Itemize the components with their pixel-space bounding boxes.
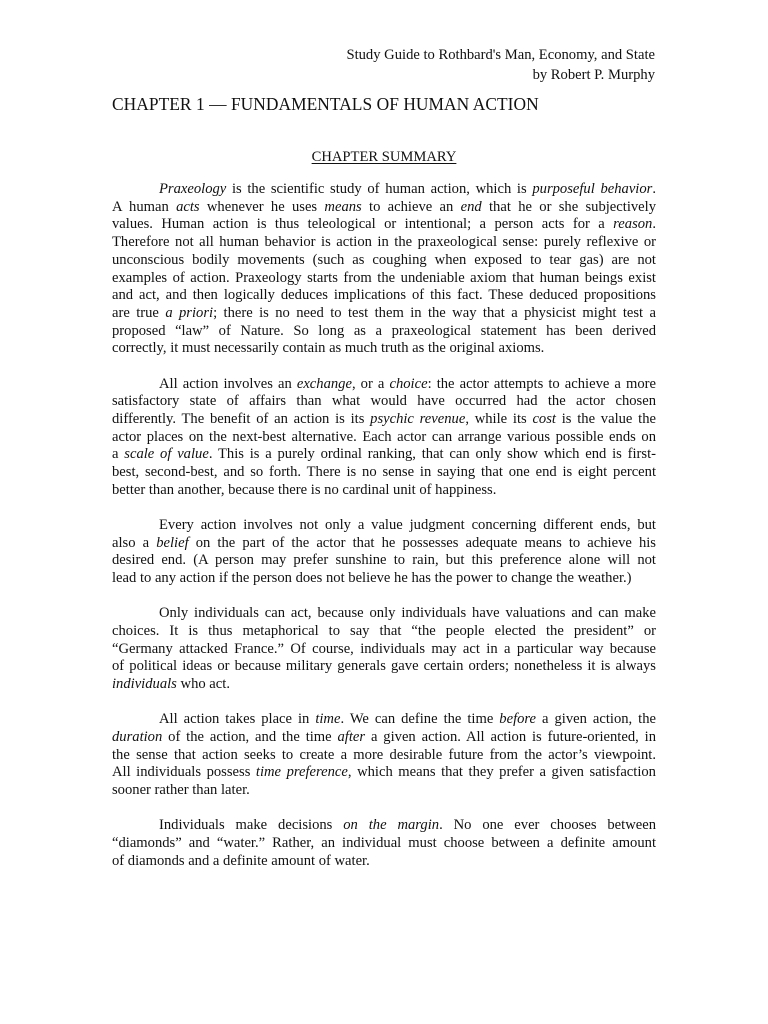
text-run: Therefore not all human behavior is action in the praxeological sense: purely reflexive or [112, 234, 656, 251]
text-run: of diamonds and a definite amount of water. [112, 852, 370, 869]
italic-term: psychic revenue [370, 410, 466, 427]
italic-term: after [337, 728, 366, 745]
text-run: examples of action. Praxeology starts from the undeniable axiom that human beings exist [112, 269, 656, 286]
chapter-title: CHAPTER 1 — FUNDAMENTALS OF HUMAN ACTION [112, 94, 539, 114]
italic-term: before [499, 711, 537, 728]
paragraph-line [112, 605, 656, 623]
paragraph-line [112, 393, 656, 411]
summary-paragraph [112, 181, 656, 358]
paragraph-line [112, 270, 656, 288]
paragraph-line [112, 676, 656, 694]
text-run: of political ideas or because military generals gave certain orders; nonetheless it is always [112, 658, 656, 675]
text-run: and act, and then logically deduces implications of this fact. These deduced propositions [112, 287, 656, 304]
text-run: a [112, 446, 125, 463]
text-run: . [652, 216, 656, 233]
paragraph-line [112, 199, 656, 217]
text-run: values. Human action is thus teleological or intentional; a person acts for a [112, 216, 614, 233]
text-run: ; there is no need to test them in the way that a physicist might test a [213, 304, 656, 321]
italic-term: means [324, 198, 362, 215]
paragraph-line [112, 623, 656, 641]
paragraph-line [112, 446, 656, 464]
summary-paragraph [112, 517, 656, 588]
text-run: A human [112, 198, 177, 215]
text-run: sooner rather than later. [112, 782, 250, 799]
text-run: is the value the [555, 410, 656, 427]
summary-paragraph [112, 605, 656, 694]
paragraph-line [112, 658, 656, 676]
italic-term: time [315, 711, 341, 728]
text-run: who act. [176, 676, 230, 693]
text-run: “diamonds” and “water.” Rather, an individual must choose between a definite amount [112, 835, 656, 851]
text-run: lead to any action if the person does not believe he has the power to change the weather.) [112, 570, 632, 587]
summary-paragraph [112, 711, 656, 800]
paragraph-line [112, 411, 656, 429]
text-run: that he or she subjectively [481, 198, 657, 215]
text-run: desired end. (A person may prefer sunshine to rain, but this preference alone will not [112, 552, 656, 569]
text-run: Only individuals can act, because only individuals have valuations and can make [159, 605, 656, 622]
paragraph-line [112, 340, 656, 358]
paragraph-line [112, 429, 656, 447]
text-run: Every action involves not only a value judgment concerning different ends, but [159, 516, 656, 533]
running-header-title: Study Guide to Rothbard's Man, Economy, and State [346, 47, 655, 63]
text-run: choices. It is thus metaphorical to say that “the people elected the president” or [112, 622, 656, 639]
running-header [346, 46, 655, 85]
section-heading [112, 148, 656, 167]
italic-term: reason [613, 216, 653, 233]
paragraph-line [112, 835, 656, 853]
italic-term: duration [112, 728, 163, 745]
paragraph-line [112, 252, 656, 270]
italic-term: individuals [112, 676, 177, 693]
italic-term: exchange [296, 375, 352, 392]
text-run: whenever he uses [199, 198, 325, 215]
italic-term: acts [176, 198, 200, 215]
text-run: a given action, the [536, 711, 656, 728]
summary-paragraph [112, 376, 656, 500]
italic-term: a priori [165, 304, 214, 321]
text-run: on the part of the actor that he possesses adequate means to achieve his [188, 534, 656, 551]
text-run: . No one ever chooses between [439, 817, 657, 834]
text-run: is the scientific study of human action, which is [226, 181, 533, 197]
paragraph-line [112, 747, 656, 765]
italic-term: time preference [255, 764, 348, 781]
text-run: satisfactory state of affairs than what would have occurred had the actor chosen [112, 393, 656, 410]
italic-term: cost [532, 410, 556, 427]
text-run: unconscious bodily movements (such as coughing when exposed to tear gas) are not [112, 251, 656, 268]
paragraph-line [112, 305, 656, 323]
text-run: Individuals make decisions [159, 817, 344, 834]
section-heading-text: CHAPTER SUMMARY [311, 149, 457, 165]
paragraph-line [112, 641, 656, 659]
text-run: All individuals possess [112, 764, 256, 781]
summary-body [112, 181, 656, 888]
paragraph-line [112, 535, 656, 553]
paragraph-line [112, 216, 656, 234]
text-run: of the action, and the time [162, 728, 338, 745]
italic-term: scale of value [124, 446, 209, 463]
italic-term: end [460, 198, 482, 215]
running-header-author: by Robert P. Murphy [532, 66, 655, 83]
text-run: better than another, because there is no cardinal unit of happiness. [112, 481, 497, 498]
paragraph-line [112, 517, 656, 535]
text-run: are true [112, 304, 166, 321]
text-run: best, second-best, and so forth. There is no sense in saying that one end is eight percent [112, 464, 656, 481]
paragraph-line [112, 234, 656, 252]
paragraph-line [112, 464, 656, 482]
text-run: actor places on the next-best alternative. Each actor can arrange various possible ends on [112, 428, 656, 445]
text-run: to achieve an [361, 198, 461, 215]
paragraph-line [112, 817, 656, 835]
summary-paragraph [112, 817, 656, 870]
italic-term: on the margin [343, 817, 440, 834]
text-run: . [652, 181, 656, 197]
text-run: . We can define the time [340, 711, 500, 728]
text-run: also a [112, 534, 157, 551]
text-run: , or a [351, 375, 390, 392]
paragraph-line [112, 376, 656, 394]
text-run: . This is a purely ordinal ranking, that can only show which end is first- [208, 446, 656, 463]
text-run: “Germany attacked France.” Of course, individuals may act in a particular way because [112, 640, 656, 657]
paragraph-line [112, 323, 656, 341]
paragraph-line [112, 570, 656, 588]
text-run: the sense that action seeks to create a more desirable future from the actor’s viewpoint. [112, 746, 656, 763]
text-run: , which means that they prefer a given satisfaction [347, 764, 656, 781]
text-run: All action involves an [159, 375, 297, 392]
paragraph-line [112, 853, 656, 871]
text-run: correctly, it must necessarily contain as much truth as the original axioms. [112, 340, 545, 357]
text-run: : the actor attempts to achieve a more [427, 375, 656, 392]
paragraph-line [112, 181, 656, 199]
italic-term: choice [389, 375, 428, 392]
text-run: , while its [465, 410, 533, 427]
text-run: differently. The benefit of an action is its [112, 410, 371, 427]
paragraph-line [112, 764, 656, 782]
italic-term: purposeful behavior [532, 181, 653, 197]
text-run: a given action. All action is future-oriented, in [365, 728, 656, 745]
italic-term: belief [156, 534, 189, 551]
text-run: All action takes place in [159, 711, 316, 728]
paragraph-line [112, 482, 656, 500]
italic-term: Praxeology [159, 181, 227, 197]
paragraph-line [112, 552, 656, 570]
paragraph-line [112, 287, 656, 305]
paragraph-line [112, 711, 656, 729]
text-run: proposed “law” of Nature. So long as a praxeological statement has been derived [112, 322, 656, 339]
paragraph-line [112, 782, 656, 800]
paragraph-line [112, 729, 656, 747]
